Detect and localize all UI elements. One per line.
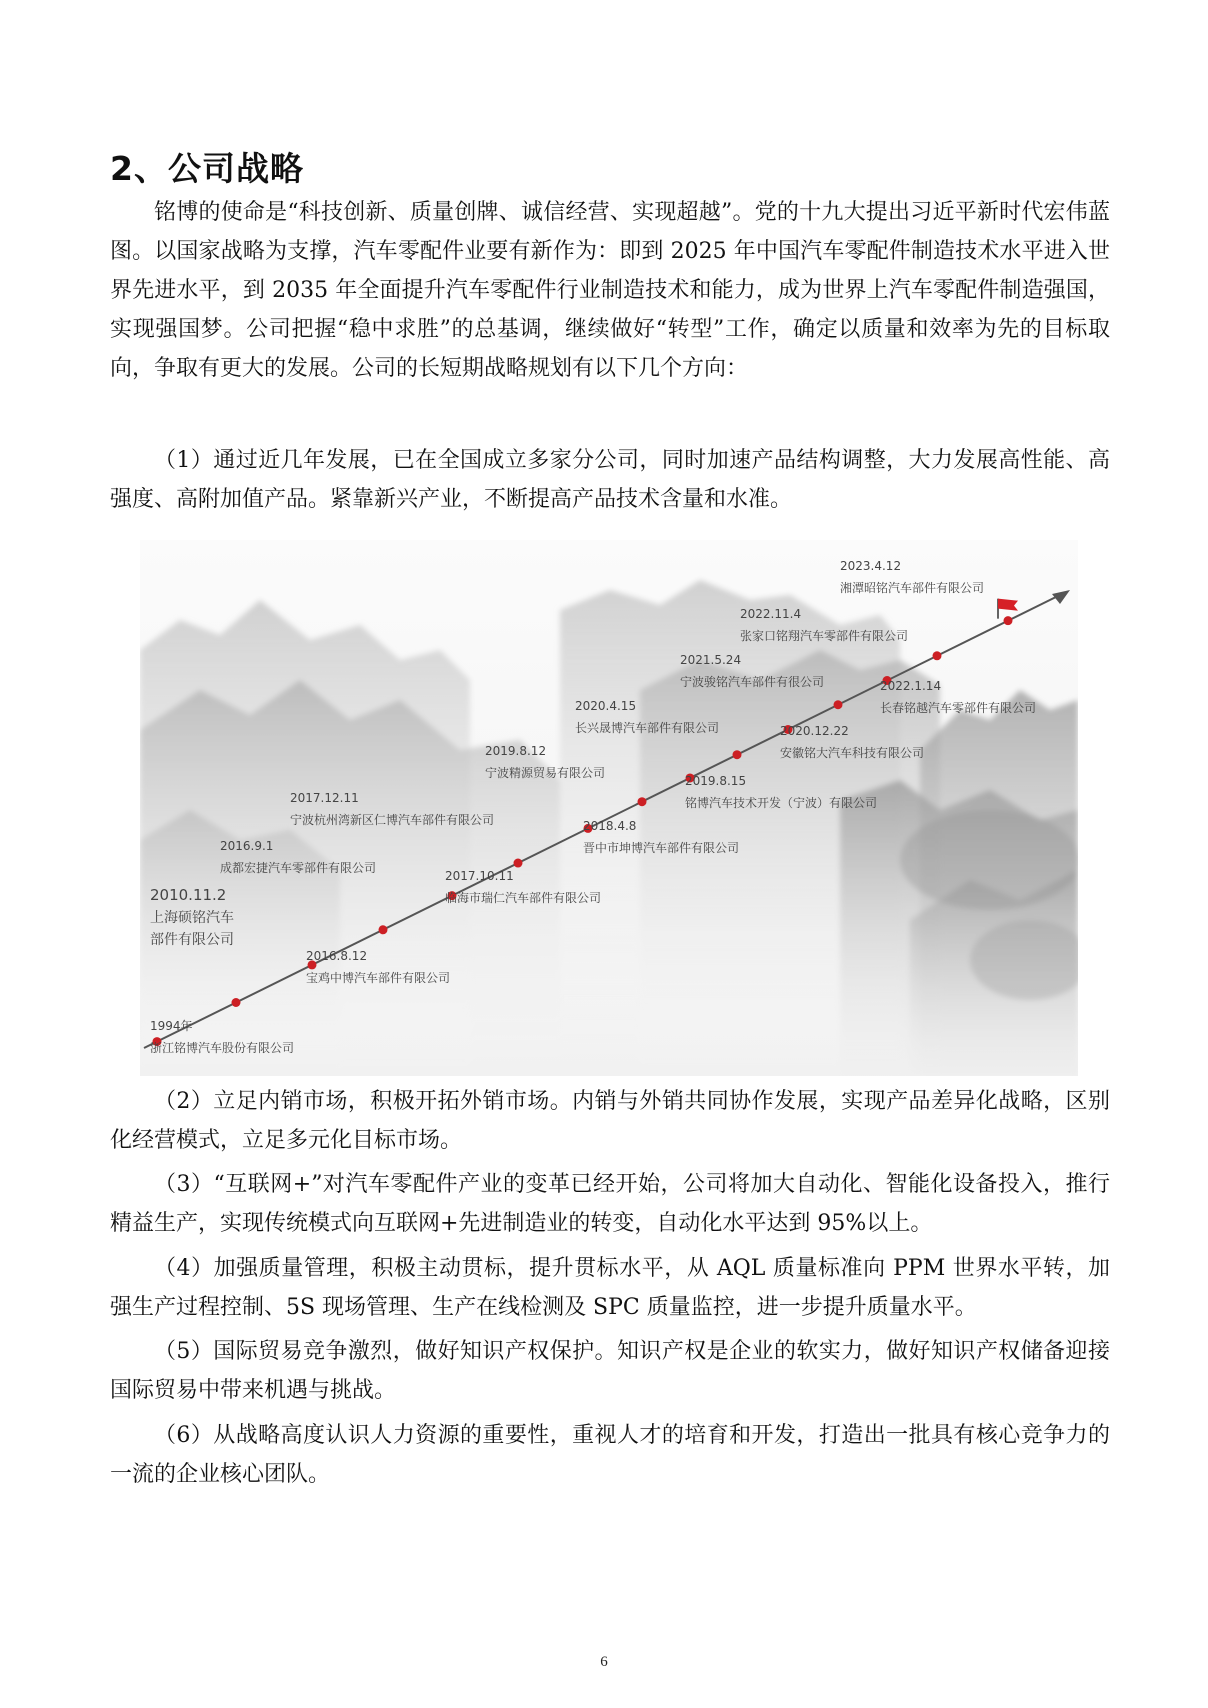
- strategy-item-4: （4）加强质量管理，积极主动贯标，提升贯标水平，从 AQL 质量标准向 PPM 世界水平转，加强生产过程控制、5S 现场管理、生产在线检测及 SPC 质量监控，进一步提升质量水平。: [110, 1256, 1110, 1320]
- timeline-event-date: 2019.8.12: [485, 744, 547, 758]
- timeline-event-date: 1994年: [150, 1019, 193, 1033]
- timeline-event-date: 2017.10.11: [445, 869, 514, 883]
- timeline-event-company: 铭博汽车技术开发（宁波）有限公司: [685, 796, 878, 810]
- timeline-event-date: 2020.12.22: [780, 724, 849, 738]
- timeline-event-company: 部件有限公司: [150, 932, 234, 948]
- strategy-item-3: （3）“互联网+”对汽车零配件产业的变革已经开始，公司将加大自动化、智能化设备投入，推行精益生产，实现传统模式向互联网+先进制造业的转变，自动化水平达到 95%以上。: [110, 1172, 1110, 1236]
- timeline-svg: [140, 540, 1078, 1076]
- timeline-event-dot: [638, 797, 647, 806]
- page-number: 6: [600, 1654, 608, 1670]
- timeline-event-date: 2021.5.24: [680, 653, 742, 667]
- timeline-event-company: 晋中市坤博汽车部件有限公司: [583, 841, 740, 855]
- timeline-event-company: 宁波精源贸易有限公司: [485, 766, 606, 780]
- timeline-event-dot: [1004, 616, 1013, 625]
- timeline-event-company: 宁波杭州湾新区仁博汽车部件有限公司: [290, 813, 495, 827]
- timeline-event-date: 2018.4.8: [583, 819, 637, 833]
- timeline-event-company: 成都宏捷汽车零部件有限公司: [220, 861, 377, 875]
- timeline-event-date: 2019.8.15: [685, 774, 747, 788]
- timeline-event-date: 2022.11.4: [740, 607, 802, 621]
- intro-paragraph: 铭博的使命是“科技创新、质量创牌、诚信经营、实现超越”。党的十九大提出习近平新时代宏伟蓝图。以国家战略为支撑，汽车零配件业要有新作为：即到 2025 年中国汽车零配件制造技术水平进入世界先进水平，到 2035 年全面提升汽车零配件行业制造技术和能力，成为世界上汽车零配件制造强国，实现强国梦。公司把握“稳中求胜”的总基调，继续做好“转型”工作，确定以质量和效率为先的目标取向，争取有更大的发展。公司的长短期战略规划有以下几个方向：: [110, 200, 1110, 381]
- timeline-event-date: 2020.4.15: [575, 699, 637, 713]
- timeline-event-date: 2016.9.1: [220, 839, 274, 853]
- strategy-item-5: （5）国际贸易竞争激烈，做好知识产权保护。知识产权是企业的软实力，做好知识产权储备迎接国际贸易中带来机遇与挑战。: [110, 1339, 1110, 1403]
- timeline-event-date: 2016.8.12: [306, 949, 368, 963]
- strategy-item-1: （1）通过近几年发展，已在全国成立多家分公司，同时加速产品结构调整，大力发展高性能、高强度、高附加值产品。紧靠新兴产业，不断提高产品技术含量和水准。: [110, 448, 1110, 512]
- timeline-event-dot: [232, 998, 241, 1007]
- timeline-event-company: 浙江铭博汽车股份有限公司: [150, 1041, 295, 1055]
- company-timeline-figure: [140, 540, 1078, 1076]
- timeline-event-dot: [379, 925, 388, 934]
- timeline-event-company: 宝鸡中博汽车部件有限公司: [306, 971, 451, 985]
- timeline-event-dot: [933, 651, 942, 660]
- timeline-event-dot: [733, 750, 742, 759]
- timeline-event-date: 2010.11.2: [150, 886, 227, 904]
- timeline-event-dot: [834, 700, 843, 709]
- strategy-item-2: （2）立足内销市场，积极开拓外销市场。内销与外销共同协作发展，实现产品差异化战略，区别化经营模式，立足多元化目标市场。: [110, 1089, 1110, 1153]
- timeline-event-company: 临海市瑞仁汽车部件有限公司: [445, 891, 602, 905]
- strategy-item-6: （6）从战略高度认识人力资源的重要性，重视人才的培育和开发，打造出一批具有核心竞争力的一流的企业核心团队。: [110, 1423, 1110, 1487]
- timeline-event-date: 2017.12.11: [290, 791, 359, 805]
- timeline-event-date: 2023.4.12: [840, 559, 902, 573]
- timeline-event-company: 宁波骏铭汽车部件有很公司: [680, 675, 825, 689]
- timeline-event-company: 上海硕铭汽车: [150, 910, 234, 926]
- timeline-event-company: 湘潭昭铭汽车部件有限公司: [840, 581, 985, 595]
- timeline-event-dot: [514, 859, 523, 868]
- timeline-event-company: 张家口铭翔汽车零部件有限公司: [740, 629, 909, 643]
- timeline-event-company: 安徽铭大汽车科技有限公司: [780, 746, 925, 760]
- timeline-event-company: 长兴晟博汽车部件有限公司: [575, 721, 720, 735]
- timeline-event-date: 2022.1.14: [880, 679, 942, 693]
- section-title: 2、公司战略: [110, 149, 304, 188]
- timeline-event-company: 长春铭越汽车零部件有限公司: [880, 701, 1037, 715]
